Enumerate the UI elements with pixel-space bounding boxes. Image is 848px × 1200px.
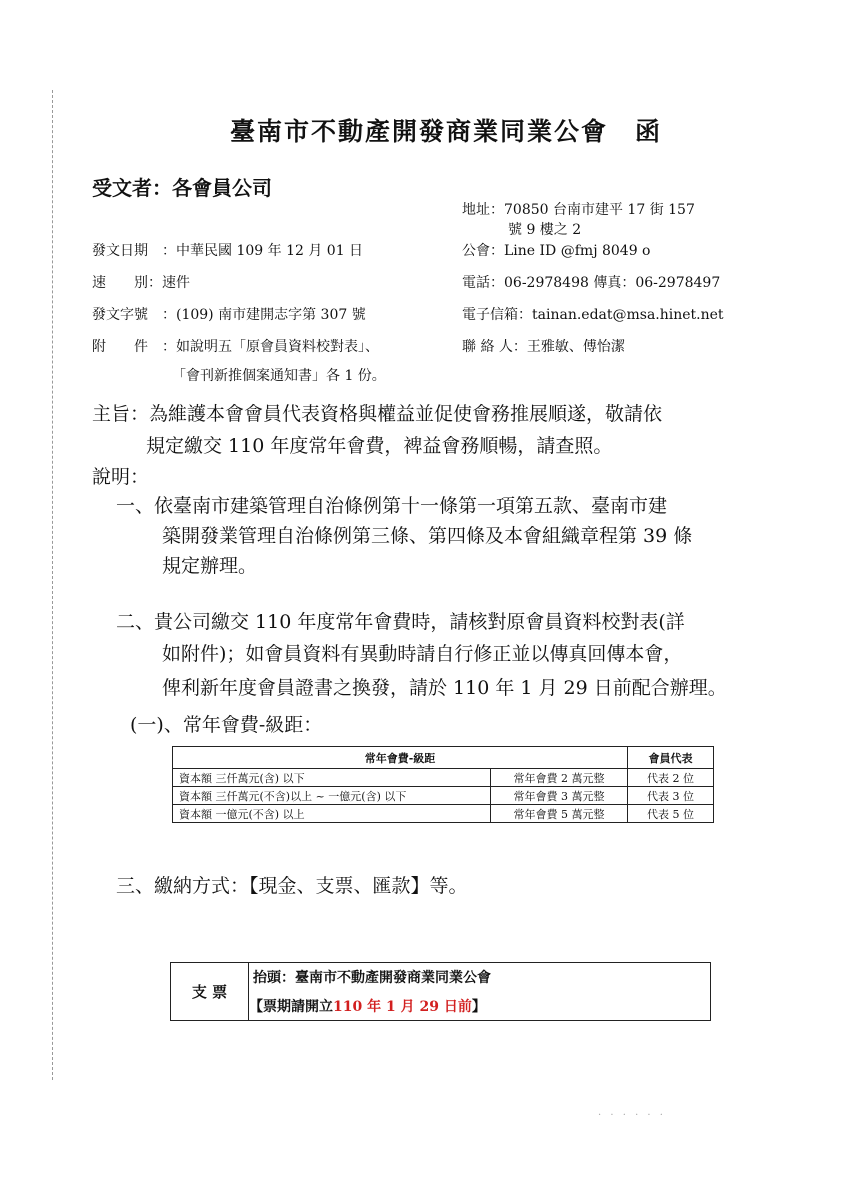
address-line-2: 號 9 樓之 2 xyxy=(508,222,582,238)
check-due-suffix: 】 xyxy=(471,998,486,1015)
item1-line-1: 一、依臺南市建築管理自治條例第十一條第一項第五款、臺南市建 xyxy=(116,495,668,517)
header-rep: 會員代表 xyxy=(628,747,714,769)
item2-line-2: 如附件)；如會員資料有異動時請自行修正並以傳真回傳本會， xyxy=(162,643,683,665)
phone-fax: 電話：06-2978498 傳真：06-2978497 xyxy=(462,275,721,291)
email: 電子信箱：tainan.edat@msa.hinet.net xyxy=(462,307,724,323)
explanation-label: 說明： xyxy=(92,466,150,488)
table-header-row xyxy=(173,747,714,769)
table-row xyxy=(173,787,714,805)
binding-line xyxy=(52,90,53,1080)
item2-line-1: 二、貴公司繳交 110 年度常年會費時，請核對原會員資料校對表(詳 xyxy=(116,611,685,633)
fee-tier-table xyxy=(172,746,714,823)
contact-person: 聯 絡 人：王雅敏、傅怡潔 xyxy=(462,339,625,355)
check-due-prefix: 【票期請開立 xyxy=(249,998,333,1015)
attachment-line-1: 附 件 ：如說明五「原會員資料校對表」、 xyxy=(92,339,379,355)
address-line-1: 地址：70850 台南市建平 17 街 157 xyxy=(462,202,695,218)
fee-cell: 常年會費 3 萬元整 xyxy=(491,787,628,805)
capital-cell: 資本額 一億元(不含) 以上 xyxy=(173,805,491,823)
fee-cell: 常年會費 2 萬元整 xyxy=(491,769,628,787)
capital-cell: 資本額 三仟萬元(含) 以下 xyxy=(173,769,491,787)
fee-cell: 常年會費 5 萬元整 xyxy=(491,805,628,823)
check-info-table xyxy=(170,962,711,1021)
header-tier: 常年會費-級距 xyxy=(173,747,628,769)
recipient: 受文者：各會員公司 xyxy=(92,176,272,200)
rep-cell: 代表 3 位 xyxy=(628,787,714,805)
rep-cell: 代表 5 位 xyxy=(628,805,714,823)
document-title: 臺南市不動產開發商業同業公會 函 xyxy=(230,117,663,146)
speed: 速 別：速件 xyxy=(92,275,190,291)
item1-line-3: 規定辦理。 xyxy=(162,555,258,577)
line-id: 公會：Line ID @fmj 8049 o xyxy=(462,243,651,259)
item1-line-2: 築開發業管理自治條例第三條、第四條及本會組織章程第 39 條 xyxy=(162,525,693,547)
subject-line-1: 主旨：為維護本會會員代表資格與權益並促使會務推展順遂，敬請依 xyxy=(92,403,663,425)
sub-item-fee-tiers: (一)、常年會費-級距： xyxy=(130,714,323,736)
check-label: 支 票 xyxy=(171,963,249,1021)
issue-date: 發文日期 ：中華民國 109 年 12 月 01 日 xyxy=(92,243,364,259)
check-due-date-value: 110 年 1 月 29 日前 xyxy=(333,998,472,1015)
check-payee: 抬頭：臺南市不動產開發商業同業公會 xyxy=(249,963,711,992)
item3-payment-methods: 三、繳納方式：【現金、支票、匯款】等。 xyxy=(116,875,468,897)
document-number: 發文字號 ：(109) 南市建開志字第 307 號 xyxy=(92,307,366,323)
capital-cell: 資本額 三仟萬元(不含)以上 ~ 一億元(含) 以下 xyxy=(173,787,491,805)
attachment-line-2: 「會刊新推個案通知書」各 1 份。 xyxy=(172,368,386,384)
scan-artifact: · · · · · · xyxy=(598,1110,666,1121)
table-row xyxy=(173,805,714,823)
check-due-date xyxy=(249,992,711,1021)
item2-line-3: 俾利新年度會員證書之換發，請於 110 年 1 月 29 日前配合辦理。 xyxy=(162,677,727,699)
rep-cell: 代表 2 位 xyxy=(628,769,714,787)
table-row xyxy=(173,769,714,787)
subject-line-2: 規定繳交 110 年度常年會費，裨益會務順暢，請查照。 xyxy=(146,435,613,457)
